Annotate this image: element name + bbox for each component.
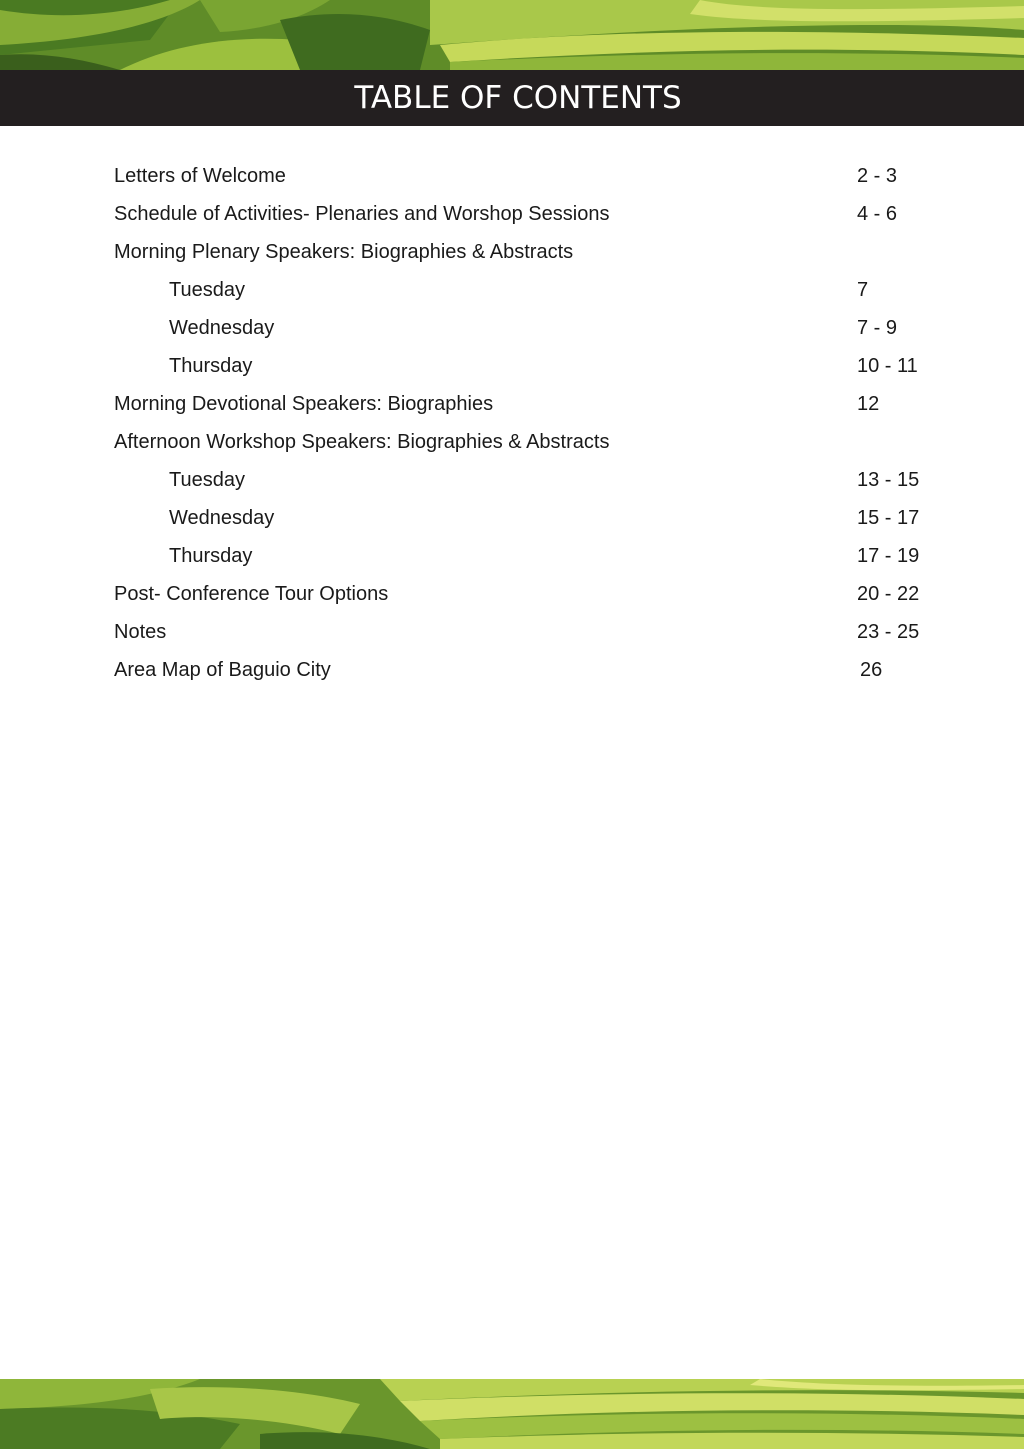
- toc-entry-label: Letters of Welcome: [114, 165, 286, 187]
- toc-entry-label: Area Map of Baguio City: [114, 659, 331, 681]
- toc-entry: [0, 651, 1024, 689]
- toc-subentry: [0, 347, 1024, 385]
- title-bar: [0, 70, 1024, 126]
- toc-entry-label: Notes: [114, 621, 167, 643]
- toc-entry-label: Thursday: [169, 545, 253, 567]
- rice-terrace-bottom: [0, 1379, 1024, 1449]
- toc-entry-page: 7: [857, 279, 869, 301]
- toc-entry-page: 20 - 22: [857, 583, 920, 605]
- toc-list: [0, 157, 1024, 689]
- toc-entry-label: Post- Conference Tour Options: [114, 583, 389, 605]
- toc-entry-page: 15 - 17: [857, 507, 920, 529]
- top-banner-image: [0, 0, 1024, 70]
- toc-entry: [0, 423, 1024, 461]
- toc-entry: [0, 613, 1024, 651]
- toc-entry: [0, 575, 1024, 613]
- toc-entry-page: 26: [860, 659, 883, 681]
- toc-entry-label: Afternoon Workshop Speakers: Biographies & Abstracts: [114, 431, 610, 453]
- toc-entry-label: Morning Devotional Speakers: Biographies: [114, 393, 494, 415]
- toc-entry-label: Wednesday: [169, 507, 275, 529]
- toc-entry-label: Wednesday: [169, 317, 275, 339]
- bottom-banner-image: [0, 1379, 1024, 1449]
- toc-entry: [0, 157, 1024, 195]
- toc-entry-label: Tuesday: [169, 469, 245, 491]
- toc-subentry: [0, 309, 1024, 347]
- toc-entry-page: 2 - 3: [857, 165, 898, 187]
- toc-entry: [0, 195, 1024, 233]
- toc-entry-page: 4 - 6: [857, 203, 898, 225]
- toc-entry-page: 13 - 15: [857, 469, 920, 491]
- toc-subentry: [0, 461, 1024, 499]
- toc-entry-page: 7 - 9: [857, 317, 898, 339]
- toc-entry-page: 23 - 25: [857, 621, 920, 643]
- toc-entry: [0, 233, 1024, 271]
- toc-entry-label: Thursday: [169, 355, 253, 377]
- toc-entry-label: Morning Plenary Speakers: Biographies & Abstracts: [114, 241, 574, 263]
- toc-subentry: [0, 271, 1024, 309]
- rice-terrace-top: [0, 0, 1024, 70]
- toc-entry-page: 10 - 11: [857, 355, 918, 377]
- toc-entry-label: Tuesday: [169, 279, 245, 301]
- toc-entry: [0, 385, 1024, 423]
- toc-entry-page: 17 - 19: [857, 545, 920, 567]
- toc-entry-page: 12: [857, 393, 880, 415]
- toc-subentry: [0, 537, 1024, 575]
- toc-entry-label: Schedule of Activities- Plenaries and Worshop Sessions: [114, 203, 610, 225]
- toc-subentry: [0, 499, 1024, 537]
- page-title: TABLE OF CONTENTS: [354, 80, 682, 116]
